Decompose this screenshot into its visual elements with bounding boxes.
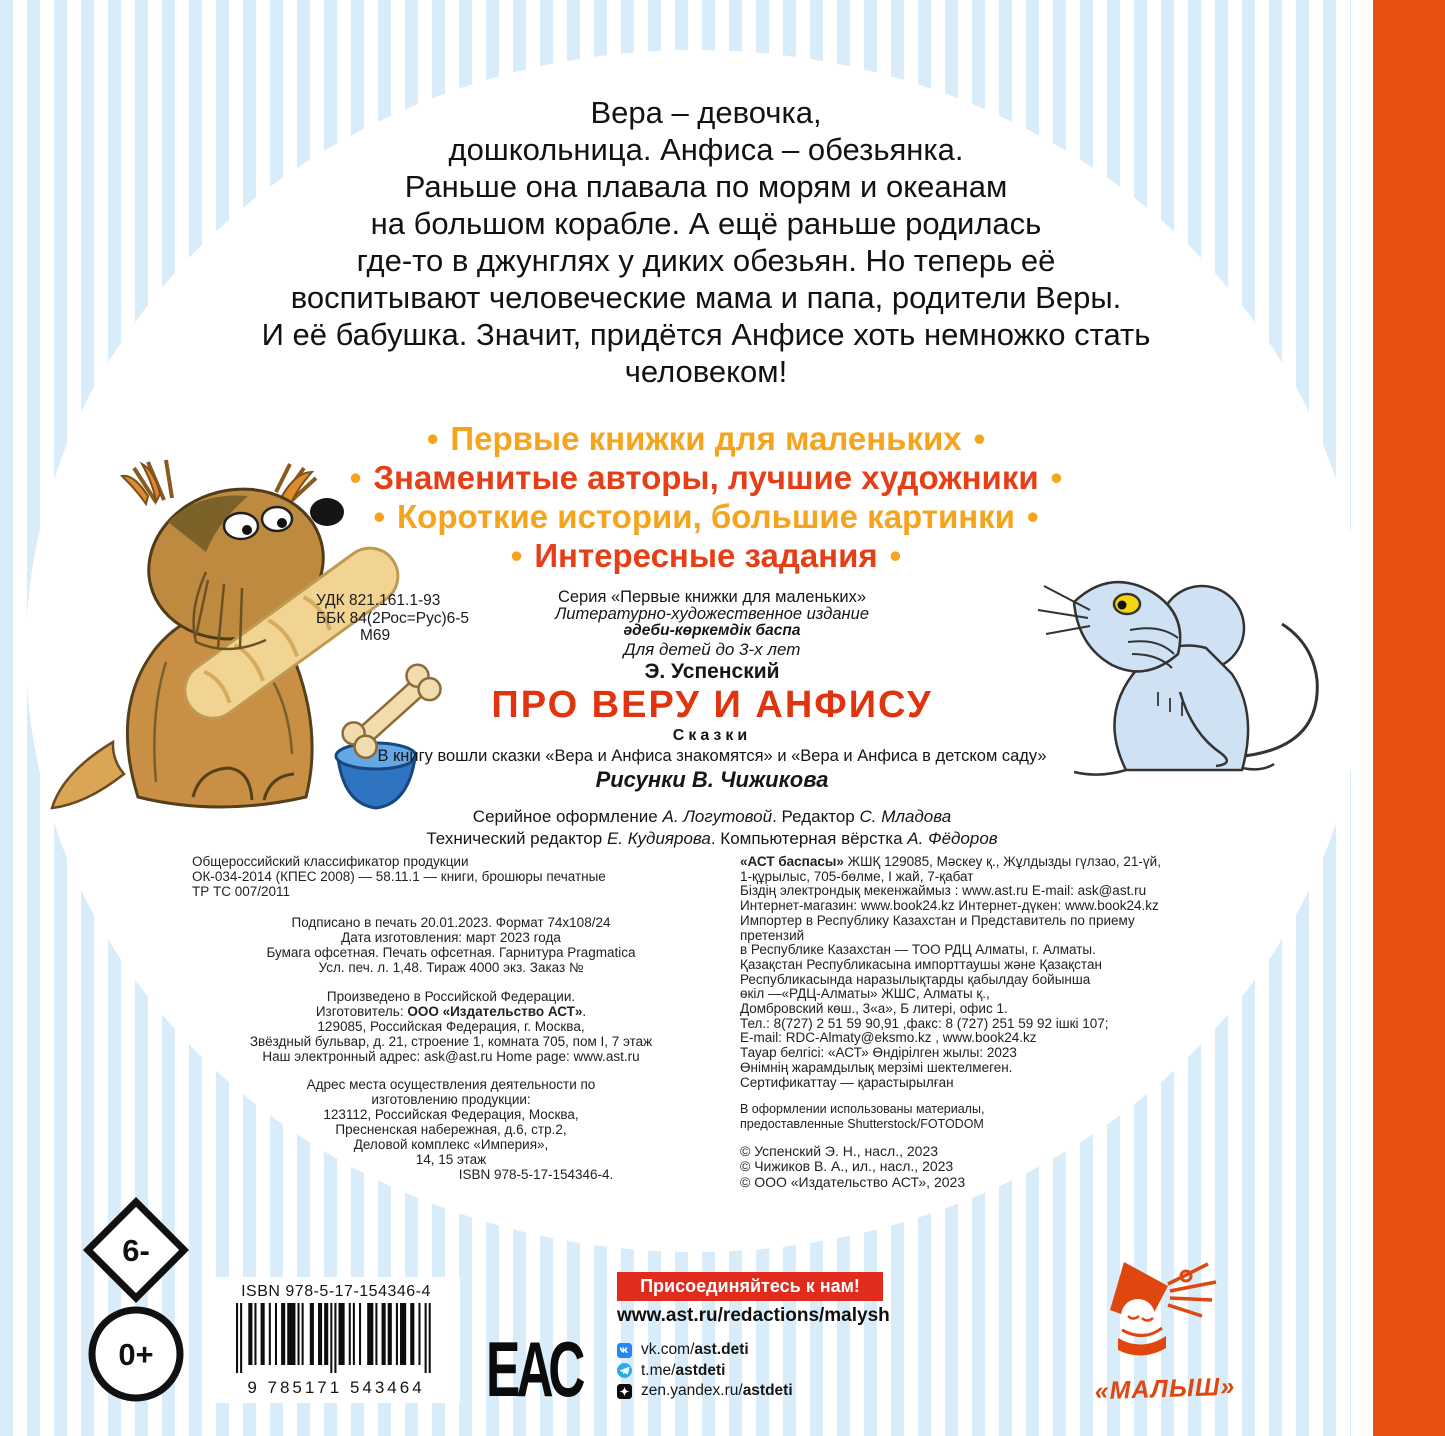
text-line: ББК 84(2Рос=Рус)6-5 — [316, 609, 470, 627]
right-orange-band — [1373, 0, 1445, 1436]
barcode-panel — [212, 1277, 460, 1403]
text-segment: Серийное оформление — [472, 807, 663, 826]
imprint-block — [148, 854, 754, 899]
text-line: Сертификаттау — қарастырылған — [740, 1074, 954, 1090]
text-segment: Е. Кудиярова — [606, 829, 711, 848]
illustrator-credit: Рисунки В. Чижикова — [595, 767, 829, 792]
text-line: 123112, Российская Федерация, Москва, — [323, 1107, 579, 1122]
join-us-badge: Присоединяйтесь к нам! — [617, 1272, 883, 1301]
imprint-block — [148, 915, 754, 975]
materials-note — [740, 1102, 1245, 1132]
barcode-digits: 9 785171 543464 — [247, 1378, 425, 1397]
text-segment: . — [582, 1004, 587, 1019]
text-segment: С. Младова — [859, 807, 952, 826]
text-line: человеком! — [624, 354, 788, 389]
text-line — [112, 806, 1312, 828]
social-url-prefix: vk.com/ — [641, 1341, 695, 1359]
text-line: Домбровский көш., 3«а», Б литері, офис 1. — [740, 1001, 1008, 1017]
text-line: Усл. печ. л. 1,48. Тираж 4000 экз. Заказ № — [318, 960, 584, 975]
right-white-gap — [1351, 0, 1373, 1436]
text-segment: Технический редактор — [426, 829, 607, 848]
text-line: где-то в джунглях у диких обезьян. Но теперь её — [356, 243, 1056, 278]
bullet-dot-icon: • — [1050, 459, 1063, 496]
publisher-site-url: www.ast.ru/redactions/malysh — [617, 1305, 890, 1326]
age-badge-circle — [86, 1304, 186, 1404]
editorial-credits — [112, 806, 1312, 850]
text-line: в Республике Казахстан — ТОО РДЦ Алматы, г. Алматы. — [740, 942, 1096, 958]
text-line: Подписано в печать 20.01.2023. Формат 74x108/24 — [291, 915, 611, 930]
text-segment: ООО «Издательство АСТ» — [407, 1004, 583, 1019]
social-handle: astdeti — [675, 1361, 726, 1379]
copyright-lines — [740, 1144, 1245, 1190]
series-name: Серия «Первые книжки для маленьких» — [557, 588, 867, 606]
age-diamond-label: 6- — [122, 1233, 150, 1268]
text-line: воспитывают человеческие мама и папа, родители Веры. — [290, 280, 1122, 315]
text-line: Звёздный бульвар, д. 21, строение 1, комната 705, пом I, 7 этаж — [249, 1034, 653, 1049]
book-title: ПРО ВЕРУ И АНФИСУ — [491, 684, 933, 726]
text-line: 14, 15 этаж — [415, 1152, 487, 1167]
text-line: Пресненская набережная, д.6, стр.2, — [335, 1122, 567, 1137]
zen-icon — [617, 1384, 632, 1399]
text-line — [112, 828, 1312, 850]
text-line: Тауар белгісі: «АСТ» Өндірілген жылы: 2023 — [740, 1045, 1017, 1061]
bullet-dot-icon: • — [973, 420, 986, 457]
feature-text: Первые книжки для маленьких — [450, 420, 962, 457]
text-line: 1-құрылыс, 705-бөлме, I жай, 7-қабат — [740, 868, 974, 884]
bullet-dot-icon: • — [510, 537, 523, 574]
social-link-row — [617, 1340, 793, 1361]
telegram-icon — [617, 1363, 632, 1378]
text-line: изготовлению продукции: — [371, 1092, 531, 1107]
text-line: Общероссийский классификатор продукции — [192, 854, 469, 869]
bullet-dot-icon: • — [889, 537, 902, 574]
text-line: Произведено в Российской Федерации. — [326, 989, 576, 1004]
text-line — [740, 855, 1245, 870]
text-line: Өнімнің жарамдылық мерзімі шектелмеген. — [740, 1059, 1013, 1075]
text-segment: ЖШҚ 129085, Мәскеу қ., Жұлдызды гүлзао, 21-үй, — [843, 854, 1161, 869]
text-line: Вера – девочка, — [590, 95, 822, 130]
text-line: Республикасында наразылықтарды қабылдау бойынша — [740, 971, 1091, 987]
text-line: Адрес места осуществления деятельности по — [306, 1077, 596, 1092]
text-line: предоставленные Shutterstock/FOTODOM — [740, 1117, 984, 1132]
text-line: Біздің электрондық мекенжаймыз : www.ast.ru E-mail: ask@ast.ru — [740, 883, 1147, 899]
text-segment: А. Фёдоров — [907, 829, 998, 848]
text-segment: А. Логутовой — [662, 807, 773, 826]
text-segment: . Компьютерная вёрстка — [710, 829, 908, 848]
social-links — [617, 1340, 793, 1402]
text-line: ISBN 978-5-17-154346-4. — [458, 1167, 614, 1182]
imprint-right-lines — [740, 855, 1245, 1090]
feature-text: Знаменитые авторы, лучшие художники — [373, 459, 1039, 496]
text-segment: Изготовитель: — [315, 1004, 408, 1019]
text-line: М69 — [360, 627, 391, 644]
text-line: Дата изготовления: март 2023 года — [341, 930, 561, 945]
text-line: Тел.: 8(727) 2 51 59 90,91 ,факс: 8 (727) 251 59 92 ішкі 107; — [740, 1015, 1109, 1031]
annotation-text — [96, 94, 1316, 390]
bullet-dot-icon: • — [1026, 498, 1039, 535]
text-segment: . Редактор — [772, 807, 860, 826]
text-line: Интернет-магазин: www.book24.kz Интернет-дүкен: www.book24.kz — [740, 898, 1159, 914]
social-link-row — [617, 1361, 793, 1382]
subtitle: Сказки — [672, 727, 752, 744]
text-line: Наш электронный адрес: ask@ast.ru Home page: www.ast.ru — [262, 1049, 640, 1064]
text-line: Бумага офсетная. Печать офсетная. Гарнитура Pragmatica — [266, 945, 636, 960]
isbn-label: ISBN 978-5-17-154346-4 — [241, 1283, 431, 1300]
eac-mark: ЕАС — [486, 1325, 582, 1413]
imprint-block — [148, 989, 754, 1064]
text-line: претензий — [740, 927, 805, 943]
text-line: 129085, Российская Федерация, г. Москва, — [317, 1019, 585, 1034]
svg-text:0+: 0+ — [118, 1337, 154, 1372]
malysh-kid-icon — [1090, 1258, 1240, 1370]
text-line: УДК 821.161.1-93 — [316, 592, 441, 609]
imprint-block — [148, 1167, 754, 1182]
feature-text: Короткие истории, большие картинки — [397, 498, 1015, 535]
text-line: В оформлении использованы материалы, — [740, 1102, 985, 1117]
text-line: И её бабушка. Значит, придётся Анфисе хоть немножко стать — [261, 317, 1151, 352]
text-line: Раньше она плавала по морям и океанам — [404, 169, 1008, 204]
text-line: © Чижиков В. А., ил., насл., 2023 — [740, 1158, 954, 1175]
contents-note: В книгу вошли сказки «Вера и Анфиса знакомятся» и «Вера и Анфиса в детском саду» — [377, 747, 1047, 765]
feature-text: Интересные задания — [534, 537, 878, 574]
bullet-dot-icon: • — [349, 459, 362, 496]
text-line: ТР ТС 007/2011 — [192, 884, 291, 899]
bullet-dot-icon: • — [373, 498, 386, 535]
text-line — [148, 1004, 754, 1019]
text-line: Деловой комплекс «Империя», — [353, 1137, 549, 1152]
social-handle: astdeti — [742, 1382, 793, 1400]
bullet-dot-icon: • — [426, 420, 439, 457]
author-name: Э. Успенский — [644, 660, 780, 683]
age-badge-diamond — [78, 1192, 194, 1308]
edition-type-ru: Литературно-художественное издание — [554, 605, 869, 623]
text-line: © Успенский Э. Н., насл., 2023 — [740, 1143, 939, 1160]
imprint-right-column — [740, 855, 1245, 1190]
text-line: E-mail: RDC-Almaty@eksmo.kz , www.book24.kz — [740, 1030, 1037, 1046]
text-line: на большом корабле. А ещё раньше родилась — [370, 206, 1042, 241]
text-line: Импортер в Республику Казахстан и Представитель по приему — [740, 912, 1135, 928]
text-line: © ООО «Издательство АСТ», 2023 — [740, 1173, 966, 1190]
text-line: Қазақстан Республикасына импорттаушы және Қазақстан — [740, 956, 1102, 972]
social-link-row — [617, 1381, 793, 1402]
malysh-logo-text: «МАЛЫШ» — [1094, 1372, 1236, 1406]
text-line: дошкольница. Анфиса – обезьянка. — [448, 132, 964, 167]
text-line: өкіл —«РДЦ-Алматы» ЖШС, Алматы қ., — [740, 986, 990, 1002]
social-url-prefix: t.me/ — [641, 1361, 676, 1379]
imprint-left-column — [148, 854, 754, 1182]
vk-icon — [617, 1343, 632, 1358]
age-note: Для детей до 3-х лет — [623, 640, 801, 659]
social-url-prefix: zen.yandex.ru/ — [641, 1382, 743, 1400]
malysh-logo — [1060, 1258, 1270, 1404]
social-handle: ast.deti — [694, 1341, 749, 1359]
text-segment: «АСТ баспасы» — [740, 854, 844, 869]
edition-type-kz: әдеби-көркемдік баспа — [623, 622, 801, 639]
text-line: ОК-034-2014 (КПЕС 2008) — 58.11.1 — книги, брошюры печатные — [192, 869, 606, 884]
imprint-block — [148, 1077, 754, 1167]
barcode — [231, 1301, 441, 1375]
